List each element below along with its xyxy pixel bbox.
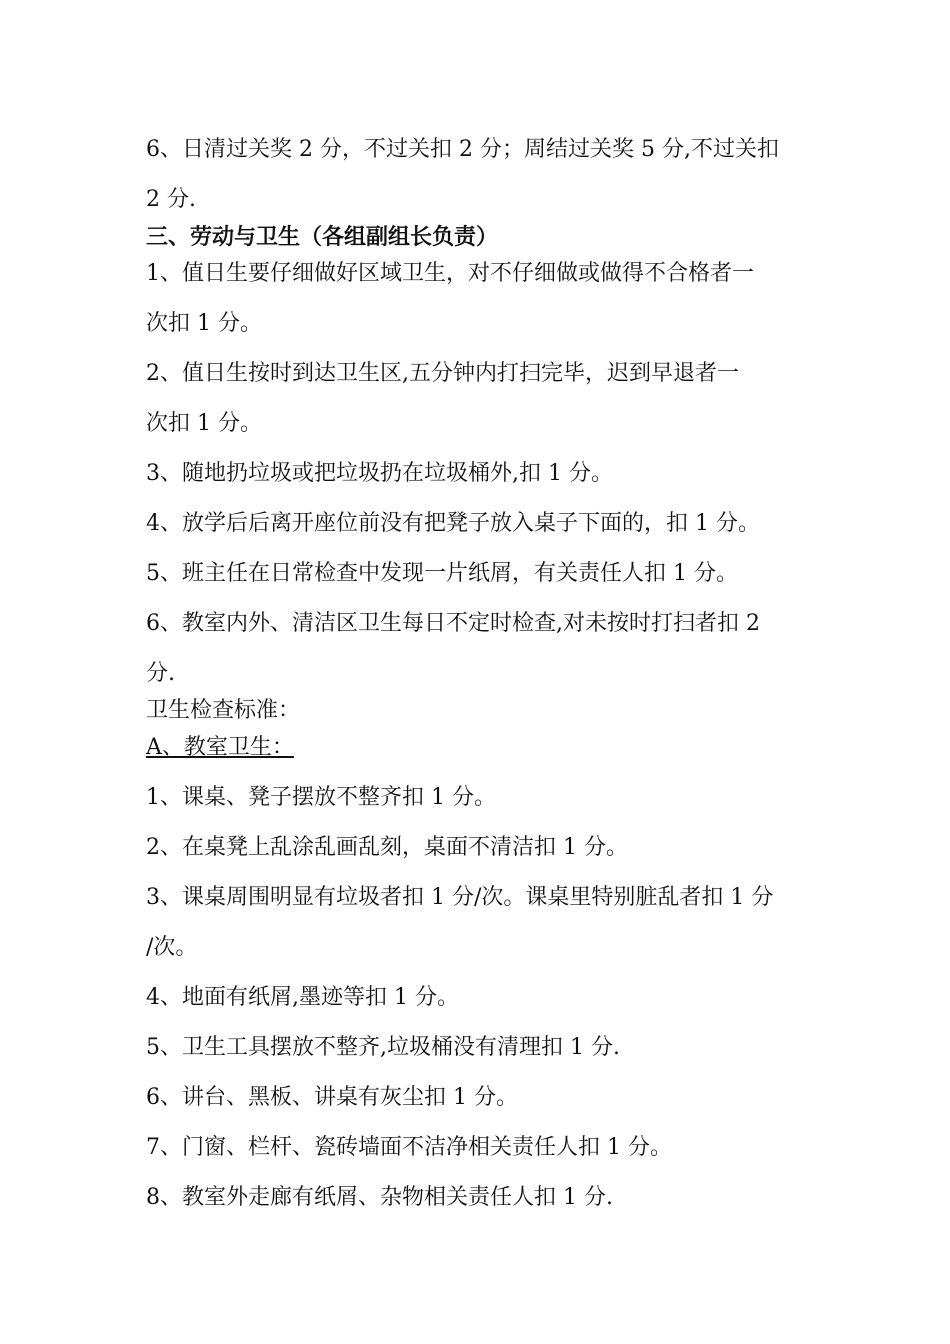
paragraph-line: 6、日清过关奖 2 分，不过关扣 2 分；周结过关奖 5 分,不过关扣 — [146, 137, 779, 162]
paragraph-line: 1、值日生要仔细做好区域卫生，对不仔细做或做得不合格者一 — [146, 261, 754, 286]
list-item: 6、讲台、黑板、讲桌有灰尘扣 1 分。 — [146, 1085, 518, 1110]
list-item: 8、教室外走廊有纸屑、杂物相关责任人扣 1 分. — [146, 1185, 613, 1210]
subheading: 卫生检查标准： — [146, 698, 301, 723]
list-item: 3、课桌周围明显有垃圾者扣 1 分/次。课桌里特别脏乱者扣 1 分 — [146, 885, 774, 910]
paragraph-line: 3、随地扔垃圾或把垃圾扔在垃圾桶外,扣 1 分。 — [146, 461, 613, 486]
paragraph-line: 次扣 1 分。 — [146, 311, 262, 336]
paragraph-line: 2、值日生按时到达卫生区,五分钟内打扫完毕，迟到早退者一 — [146, 361, 739, 386]
list-item: 5、卫生工具摆放不整齐,垃圾桶没有清理扣 1 分. — [146, 1035, 620, 1060]
paragraph-line: 2 分. — [146, 187, 196, 212]
paragraph-line: 6、教室内外、清洁区卫生每日不定时检查,对未按时打扫者扣 2 — [146, 611, 760, 636]
list-item: 4、地面有纸屑,墨迹等扣 1 分。 — [146, 985, 459, 1010]
paragraph-line: 次扣 1 分。 — [146, 411, 262, 436]
list-item: 7、门窗、栏杆、瓷砖墙面不洁净相关责任人扣 1 分。 — [146, 1135, 672, 1160]
section-heading: 三、劳动与卫生（各组副组长负责） — [146, 224, 499, 250]
paragraph-line: 4、放学后后离开座位前没有把凳子放入桌子下面的，扣 1 分。 — [146, 511, 760, 536]
list-item: 2、在桌凳上乱涂乱画乱刻，桌面不清洁扣 1 分。 — [146, 835, 628, 860]
subsection-title: A、教室卫生： — [146, 735, 294, 760]
paragraph-line: 分. — [146, 661, 175, 686]
list-item: 1、课桌、凳子摆放不整齐扣 1 分。 — [146, 785, 496, 810]
paragraph-line: 5、班主任在日常检查中发现一片纸屑，有关责任人扣 1 分。 — [146, 561, 738, 586]
list-item: /次。 — [146, 935, 198, 960]
